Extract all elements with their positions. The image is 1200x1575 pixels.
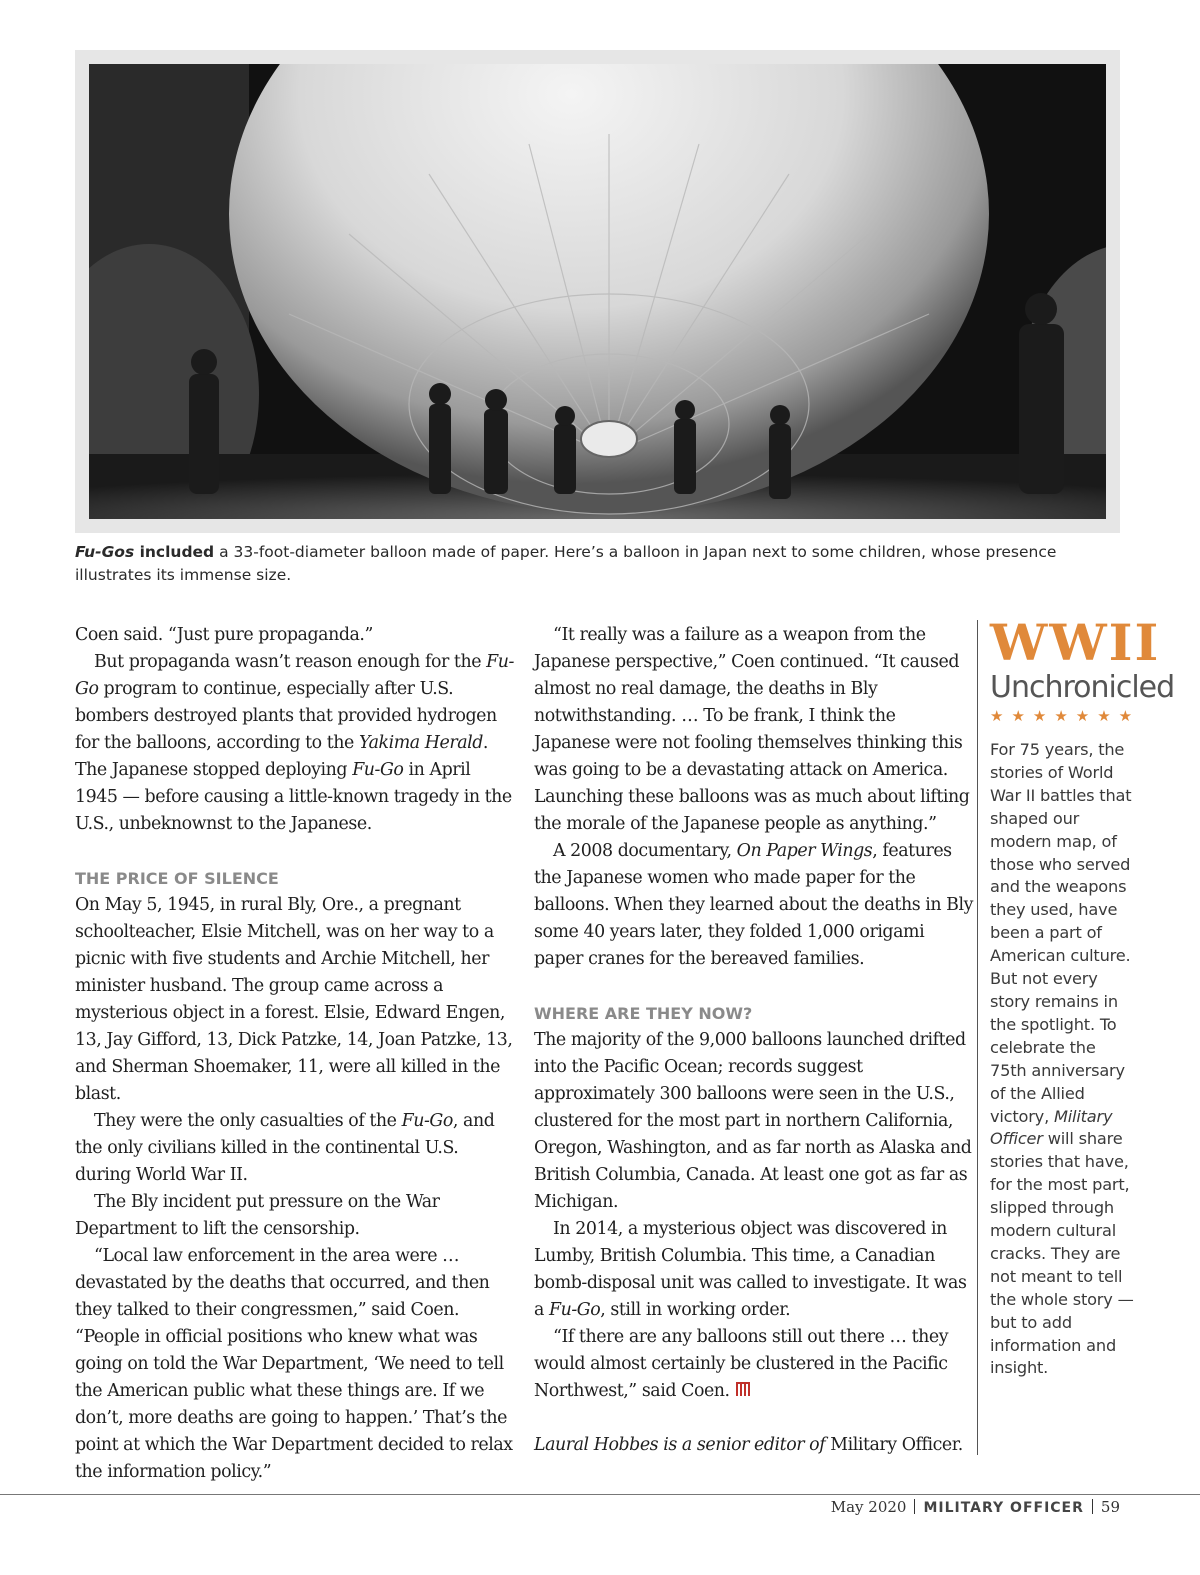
sidebar-divider bbox=[977, 620, 978, 1455]
paragraph: They were the only casualties of the Fu-Go, and the only civilians killed in the continental U.S. during World War II. bbox=[75, 1111, 495, 1185]
paragraph: On May 5, 1945, in rural Bly, Ore., a pregnant schoolteacher, Elsie Mitchell, was on her way to a picnic with five students and Archie Mitchell, her minister husband. The group came across a mysterious object in a forest. Elsie, Edward Engen, 13, Jay Gifford, 13, Dick Patzke, 14, Joan Patzke, 13, and Sherman Shoemaker, 11, were all killed in the blast. bbox=[75, 895, 513, 1104]
footer-rule bbox=[0, 1494, 1200, 1495]
paragraph: Coen said. “Just pure propaganda.” bbox=[75, 625, 373, 645]
balloon-photo-icon bbox=[89, 64, 1106, 519]
star-row-icon: ★★★★★★★ bbox=[990, 707, 1141, 725]
byline: Laural Hobbes is a senior editor of Military Officer. bbox=[534, 1435, 963, 1455]
paragraph: A 2008 documentary, On Paper Wings, features the Japanese women who made paper for the balloons. When they learned about the deaths in Bly some 40 years later, they folded 1,000 origami paper cranes for the bereaved families. bbox=[534, 841, 973, 969]
divider bbox=[914, 1499, 915, 1514]
paragraph: “Local law enforcement in the area were … devastated by the deaths that occurred, and then they talked to their congressmen,” said Coen. “People in official positions who knew what was going on told the War Department, ‘We need to tell the American public what these things are. If we don’t, more deaths are going to happen.’ That’s the point at which the War Department decided to relax the information policy.” bbox=[75, 1246, 513, 1482]
caption-text: a 33-foot-diameter balloon made of paper. Here’s a balloon in Japan next to some children, whose presence illustrates its immense size. bbox=[75, 543, 1057, 584]
page-footer bbox=[831, 1497, 1120, 1518]
sidebar-subtitle: Unchronicled bbox=[990, 670, 1175, 705]
magazine-name: MILITARY OFFICER bbox=[923, 1500, 1084, 1516]
sidebar-text: For 75 years, the stories of World War II battles that shaped our modern map, of those who served and the weapons they used, have been a part of American culture. But not every story remains in the spotlight. To celebrate the 75th anniversary of the Allied victory, Military Officer will share stories that have, for the most part, slipped through modern cultural cracks. They are not meant to tell the whole story — but to add information and insight. bbox=[990, 740, 1134, 1378]
spacer bbox=[534, 1405, 974, 1432]
paragraph: But propaganda wasn’t reason enough for the Fu-Go program to continue, especially after U.S. bombers destroyed plants that provided hydrogen for the balloons, according to the Yakima Herald. The Japanese stopped deploying Fu-Go in April 1945 — before causing a little-known tragedy in the U.S., unbeknownst to the Japanese. bbox=[75, 652, 514, 834]
paragraph: “It really was a failure as a weapon from the Japanese perspective,” Coen continued. “It caused almost no real damage, the deaths in Bly notwithstanding. … To be frank, I think the Japanese were not fooling themselves thinking this was going to be a devastating attack on America. Launching these balloons was as much about lifting the morale of the Japanese people as anything.” bbox=[534, 625, 970, 834]
photo-caption bbox=[75, 541, 1120, 587]
photo-frame bbox=[75, 50, 1120, 533]
section-heading: THE PRICE OF SILENCE bbox=[75, 869, 279, 888]
paragraph: “If there are any balloons still out there … they would almost certainly be clustered in the Pacific Northwest,” said Coen. bbox=[534, 1327, 949, 1401]
paragraph: The majority of the 9,000 balloons launched drifted into the Pacific Ocean; records suggest approximately 300 balloons were seen in the U.S., clustered for the most part in northern California, Oregon, Washington, and as far north as Alaska and British Columbia, Canada. At least one got as far as Michigan. bbox=[534, 1030, 972, 1212]
paragraph: The Bly incident put pressure on the War Department to lift the censorship. bbox=[75, 1192, 440, 1239]
sidebar-title: WWII bbox=[990, 613, 1161, 672]
page-number: 59 bbox=[1100, 1498, 1120, 1516]
section-heading: WHERE ARE THEY NOW? bbox=[534, 1004, 753, 1023]
spacer bbox=[534, 973, 974, 1000]
spacer bbox=[75, 838, 515, 865]
end-mark-icon bbox=[736, 1382, 752, 1397]
article-column-1 bbox=[75, 622, 515, 1486]
sidebar bbox=[990, 613, 1175, 1380]
paragraph: In 2014, a mysterious object was discovered in Lumby, British Columbia. This time, a Canadian bomb-disposal unit was called to investigate. It was a Fu-Go, still in working order. bbox=[534, 1219, 967, 1320]
issue-date: May 2020 bbox=[830, 1498, 907, 1516]
divider bbox=[1092, 1499, 1093, 1514]
balloon-illustration bbox=[89, 64, 1106, 519]
caption-lead: Fu-Gos included bbox=[75, 543, 215, 561]
article-column-2 bbox=[534, 622, 974, 1459]
